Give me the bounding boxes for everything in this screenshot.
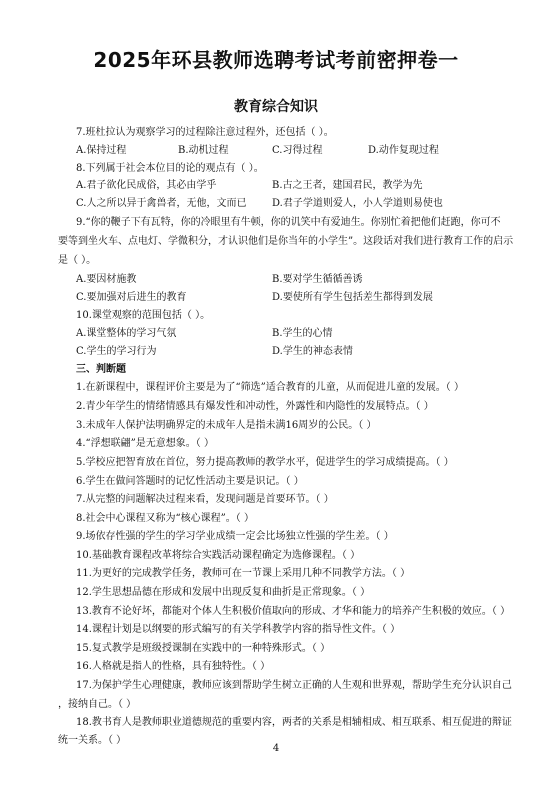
option-a: A.要因材施教 [76, 274, 137, 285]
option-a: A.君子欲化民成俗，其必由学乎 [76, 180, 217, 191]
judgement-item: 16.人格就是指人的性格，具有独特性。（ ） [76, 661, 271, 672]
question-stem: 7.班杜拉认为观察学习的过程除注意过程外，还包括（ ）。 [76, 127, 334, 138]
judgement-item: 12.学生思想品德在形成和发展中出现反复和曲折是正常现象。（ ） [76, 587, 371, 598]
option-a: A.课堂整体的学习气氛 [76, 328, 177, 339]
option-c: C.人之所以异于禽兽者，无他，文而已 [76, 198, 247, 209]
option-d: D.动作复现过程 [368, 145, 439, 156]
judgement-item: 9.场依存性强的学生的学习学业成绩一定会比场独立性强的学生差。（ ） [76, 531, 394, 542]
judgement-item: 13.教育不论好坏，都能对个体人生积极价值取向的形成、才华和能力的培养产生积极的效应。（ ） [76, 606, 511, 617]
judgement-item: 7.从完整的问题解决过程来看，发现问题是首要环节。（ ） [76, 494, 334, 505]
judgement-item: 18.教书育人是教师职业道德规范的重要内容，两者的关系是相辅相成、相互联系、相互促进的辩证 [76, 717, 512, 728]
judgement-item: 4.“浮想联翩”是无意想象。（ ） [76, 438, 214, 449]
option-d: D.君子学道则爱人，小人学道则易使也 [272, 198, 443, 209]
option-c: C.要加强对后进生的教育 [76, 292, 187, 303]
question-stem: 10.课堂观察的范围包括（ ）。 [76, 310, 211, 321]
judgement-item: 6.学生在做问答题时的记忆性活动主要是识记。（ ） [76, 476, 304, 487]
question-stem: 8.下列属于社会本位目的论的观点有（ ）。 [76, 163, 264, 174]
option-d: D.学生的神态表情 [272, 346, 353, 357]
judgement-item: 14.课程计划是以纲要的形式编写的有关学科教学内容的指导性文件。（ ） [76, 624, 401, 635]
question-stem: 9.“你的鞭子下有瓦特，你的冷眼里有牛顿，你的讥笑中有爱迪生。你别忙着把他们赶跑，你可不 [76, 217, 501, 228]
judgement-item: 1.在新课程中，课程评价主要是为了“筛选”适合教育的儿童，从而促进儿童的发展。（ ） [76, 382, 464, 393]
section-subtitle: 教育综合知识 [234, 99, 318, 115]
section-heading: 三、判断题 [76, 364, 126, 375]
judgement-item-cont: 统一关系。（ ） [58, 735, 127, 746]
question-stem-cont: 是（ ）。 [58, 255, 97, 266]
judgement-item: 17.为保护学生心理健康，教师应该到帮助学生树立正确的人生观和世界观，帮助学生充分认识自己 [76, 680, 512, 691]
judgement-item: 15.复式教学是班级授课制在实践中的一种特殊形式。（ ） [76, 643, 331, 654]
judgement-item: 10.基础教育课程改革将综合实践活动课程确定为选修课程。（ ） [76, 550, 361, 561]
judgement-item: 3.未成年人保护法明确界定的未成年人是指未满16周岁的公民。（ ） [76, 420, 377, 431]
option-b: B.学生的心情 [272, 328, 333, 339]
option-d: D.要使所有学生包括差生都得到发展 [272, 292, 433, 303]
option-c: C.学生的学习行为 [76, 346, 157, 357]
page-number: 4 [272, 743, 280, 754]
option-a: A.保持过程 [76, 145, 127, 156]
judgement-item: 2.青少年学生的情绪情感具有爆发性和冲动性，外露性和内隐性的发展特点。（ ） [76, 401, 434, 412]
page-title: 2025年环县教师选聘考试考前密押卷一 [93, 48, 459, 72]
option-c: C.习得过程 [272, 145, 323, 156]
option-b: B.动机过程 [178, 145, 229, 156]
judgement-item-cont: ，接纳自己。（ ） [58, 699, 137, 710]
judgement-item: 5.学校应把智育放在首位，努力提高教师的教学水平，促进学生的学习成绩提高。（ ） [76, 457, 454, 468]
option-b: B.古之王者，建国君民，教学为先 [272, 180, 423, 191]
judgement-item: 11.为更好的完成教学任务，教师可在一节课上采用几种不同教学方法。（ ） [76, 568, 411, 579]
option-b: B.要对学生循循善诱 [272, 274, 363, 285]
question-stem-cont: 要等到坐火车、点电灯、学微积分，才认识他们是你当年的小学生”。这段话对我们进行教育工作的启示 [58, 236, 514, 247]
judgement-item: 8.社会中心课程又称为“核心课程”。（ ） [76, 513, 254, 524]
